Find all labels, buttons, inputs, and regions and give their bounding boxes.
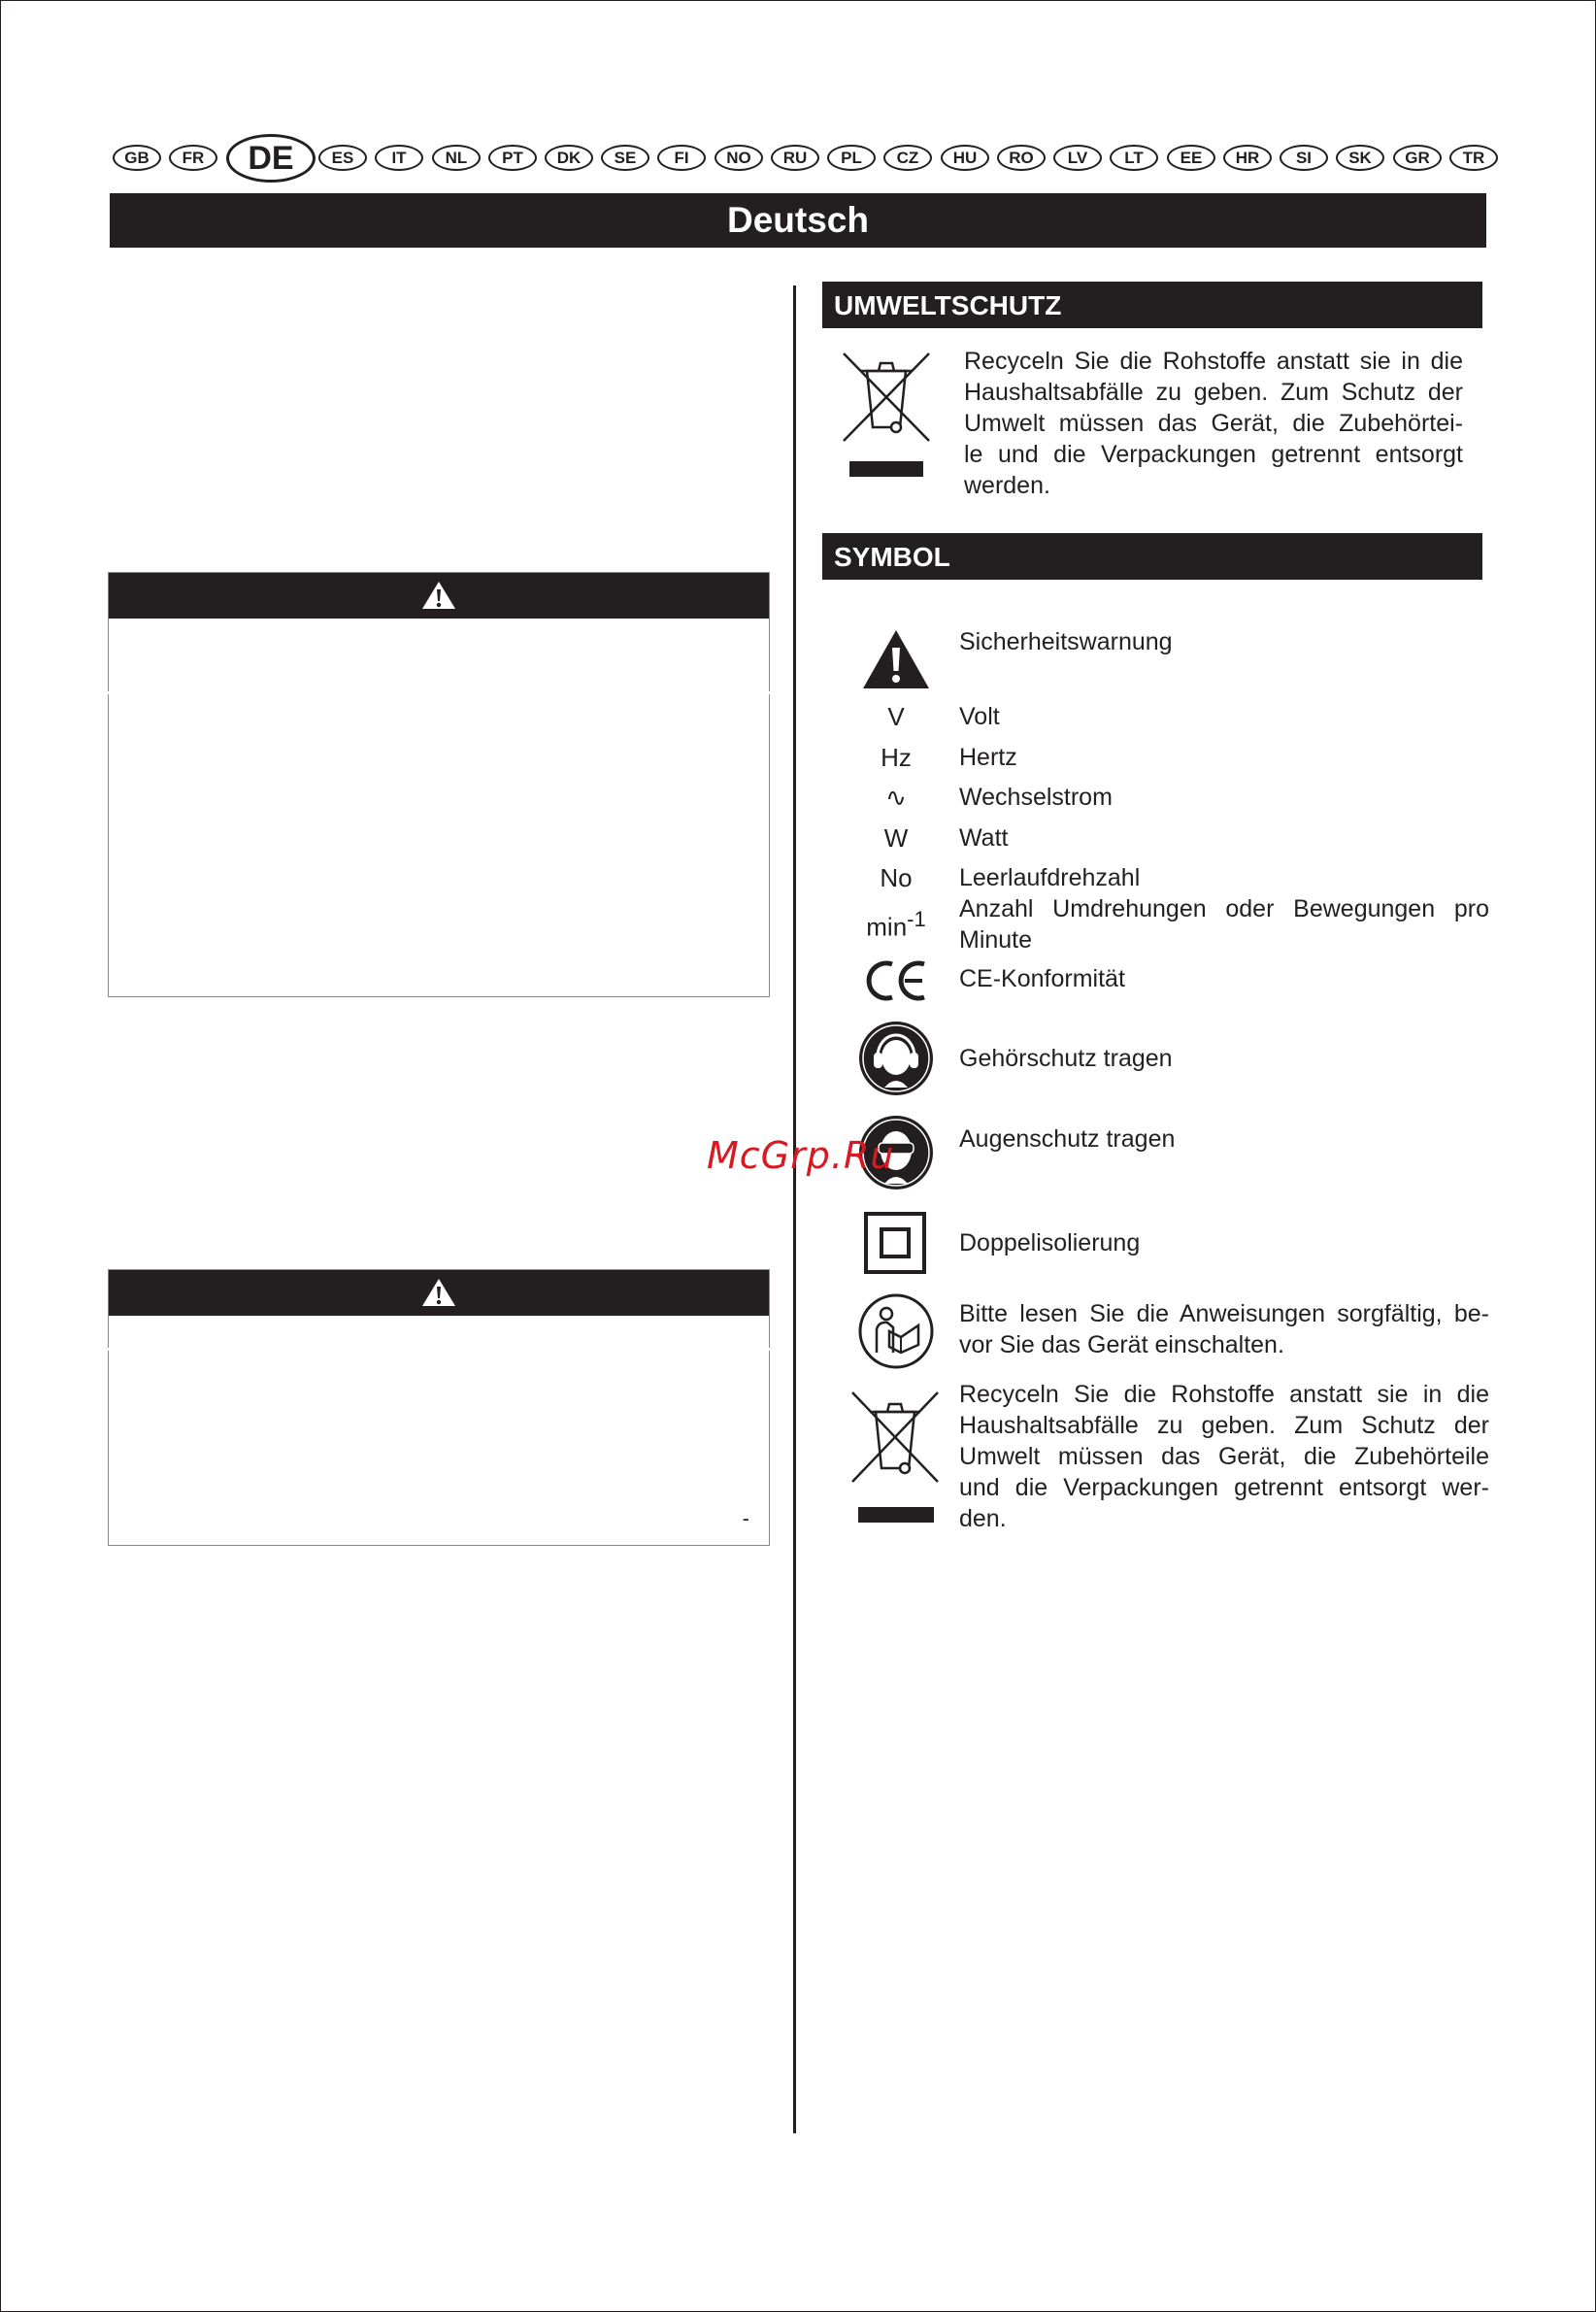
symbol-text: Doppelisolierung [959,1229,1141,1257]
warning-box-2 [108,1269,770,1546]
watt-symbol: W [883,823,909,853]
text-line: Umwelt müssen das Gerät, die Zubehörtei- [964,410,1463,437]
double-insulation-icon [843,1212,949,1274]
ear-protection-icon [843,1020,949,1097]
lang-hr[interactable]: HR [1223,145,1272,171]
symbol-text: Leerlaufdrehzahl [959,864,1141,891]
warning-triangle-icon [843,628,949,690]
symbol-text: Watt [959,824,1009,852]
symbol-row-volt [843,701,1493,734]
dash-mark: - [742,1506,749,1530]
volt-symbol: V [887,702,905,731]
text-line: Recyceln Sie die Rohstoffe anstatt sie in die [959,1381,1489,1408]
divider [108,691,770,694]
text-line: Minute [959,926,1033,954]
divider [108,1348,770,1351]
symbol-row-no-load [843,862,1493,895]
lang-tr[interactable]: TR [1449,145,1498,171]
text-line: Anzahl Umdrehungen oder Bewegungen pro [959,895,1489,922]
symbol-text: Hertz [959,744,1017,771]
environment-heading: UMWELTSCHUTZ [822,282,1482,328]
hertz-symbol: Hz [881,743,912,772]
symbol-text: Volt [959,703,1000,730]
symbol-row-ear [843,1020,1493,1097]
lang-sk[interactable]: SK [1336,145,1384,171]
symbol-row-recycle [843,1379,1493,1539]
symbol-row-eye [843,1114,1493,1191]
lang-lt[interactable]: LT [1110,145,1158,171]
per-minute-exponent: -1 [907,907,926,931]
text-line: le und die Verpackungen getrennt entsorgt [964,441,1463,468]
symbol-row-ac [843,782,1493,815]
warning-triangle-icon [421,1278,456,1307]
symbol-row-per-minute [843,893,1493,957]
warning-header [109,1270,769,1316]
ac-symbol: ∿ [885,783,907,812]
symbol-text: CE-Konformität [959,965,1125,992]
text-line: werden. [964,472,1050,499]
lang-ro[interactable]: RO [997,145,1046,171]
per-minute-symbol [843,907,949,943]
text-line: Bitte lesen Sie die Anweisungen sorgfältig, be- [959,1300,1489,1327]
symbol-row-double-insulation [843,1212,1493,1274]
symbol-row-watt [843,822,1493,855]
lang-hu[interactable]: HU [941,145,989,171]
symbol-row-warning [843,626,1493,694]
symbol-text [959,893,1489,955]
symbol-text [959,1298,1489,1360]
symbol-row-ce [843,959,1493,1004]
crossed-bin-icon [843,1389,949,1529]
symbol-text: Gehörschutz tragen [959,1045,1173,1072]
text-line: Haushaltsabfälle zu geben. Zum Schutz der [964,379,1463,406]
text-line: den. [959,1505,1007,1532]
text-line: und die Verpackungen getrennt entsorgt wer- [959,1474,1489,1501]
symbol-text: Wechselstrom [959,784,1113,811]
column-divider [793,285,796,2133]
lang-gb[interactable]: GB [113,145,161,171]
text-line: Haushaltsabfälle zu geben. Zum Schutz der [959,1412,1489,1439]
per-minute-base: min [866,912,908,942]
lang-fi[interactable]: FI [657,145,706,171]
lang-ru[interactable]: RU [771,145,819,171]
symbol-text: Sicherheitswarnung [959,628,1173,655]
watermark: McGrp.Ru [707,1134,895,1177]
ce-mark-icon [843,959,949,1002]
lang-pt[interactable]: PT [488,145,537,171]
language-selector [111,140,1489,177]
lang-ee[interactable]: EE [1167,145,1215,171]
lang-pl[interactable]: PL [827,145,876,171]
warning-header [109,573,769,619]
symbol-row-hertz [843,742,1493,775]
read-manual-icon [843,1292,949,1370]
text-line: Recyceln Sie die Rohstoffe anstatt sie in die [964,348,1463,375]
no-load-symbol: No [880,863,913,892]
lang-cz[interactable]: CZ [883,145,932,171]
lang-fr[interactable]: FR [169,145,217,171]
lang-lv[interactable]: LV [1053,145,1102,171]
symbol-row-manual [843,1292,1493,1370]
warning-triangle-icon [421,581,456,610]
lang-es[interactable]: ES [318,145,367,171]
lang-de[interactable]: DE [226,134,316,183]
warning-box-1 [108,572,770,997]
lang-gr[interactable]: GR [1393,145,1442,171]
symbol-text [959,1379,1489,1534]
lang-it[interactable]: IT [375,145,423,171]
lang-dk[interactable]: DK [545,145,593,171]
lang-se[interactable]: SE [601,145,649,171]
text-line: vor Sie das Gerät einschalten. [959,1331,1284,1358]
environment-text [964,346,1463,501]
lang-nl[interactable]: NL [432,145,481,171]
symbol-heading: SYMBOL [822,533,1482,580]
lang-si[interactable]: SI [1280,145,1328,171]
page-title: Deutsch [110,193,1486,248]
symbol-text: Augenschutz tragen [959,1125,1176,1153]
lang-no[interactable]: NO [715,145,763,171]
text-line: Umwelt müssen das Gerät, die Zubehörteile [959,1443,1489,1470]
crossed-bin-icon [840,350,933,481]
